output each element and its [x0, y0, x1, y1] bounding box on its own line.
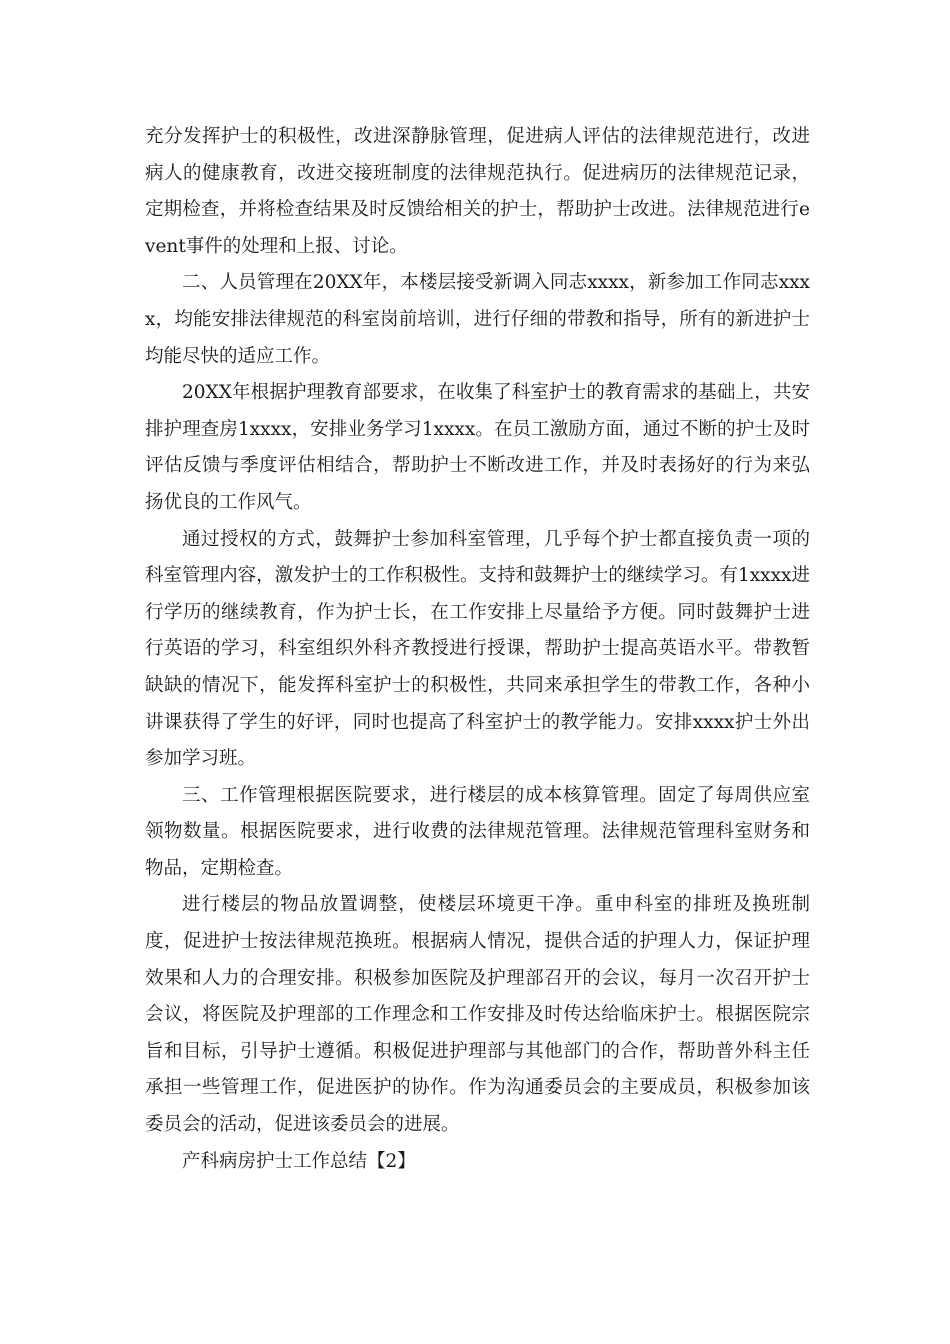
paragraph-floor-adjustment: 进行楼层的物品放置调整，使楼层环境更干净。重申科室的排班及换班制度，促进护士按法律规范换班。根据病人情况，提供合适的护理人力，保证护理效果和人力的合理安排。积极参加医院及护理部召开的会议，每月一次召开护士会议，将医院及护理部的工作理念和工作安排及时传达给临床护士。根据医院宗旨和目标，引导护士遵循。积极促进护理部与其他部门的合作，帮助普外科主任承担一些管理工作，促进医护的协作。作为沟通委员会的主要成员，积极参加该委员会的活动，促进该委员会的进展。: [145, 894, 810, 1136]
paragraph-continuation: 充分发挥护士的积极性，改进深静脉管理，促进病人评估的法律规范进行，改进病人的健康教育，改进交接班制度的法律规范执行。促进病历的法律规范记录，定期检查，并将检查结果及时反馈给相关的护士，帮助护士改进。法律规范进行event事件的处理和上报、讨论。: [145, 126, 810, 257]
document-body: [145, 119, 810, 1180]
paragraph-work-management: 三、工作管理根据医院要求，进行楼层的成本核算管理。固定了每周供应室领物数量。根据医院要求，进行收费的法律规范管理。法律规范管理科室财务和物品，定期检查。: [145, 784, 810, 879]
section-heading: 产科病房护士工作总结【2】: [182, 1150, 416, 1172]
paragraph-authorization: 通过授权的方式，鼓舞护士参加科室管理，几乎每个护士都直接负责一项的科室管理内容，激发护士的工作积极性。支持和鼓舞护士的继续学习。有1xxxx进行学历的继续教育，作为护士长，在工作安排上尽量给予方便。同时鼓舞护士进行英语的学习，科室组织外科齐教授进行授课，帮助护士提高英语水平。带教暂缺缺的情况下，能发挥科室护士的积极性，共同来承担学生的带教工作，各种小讲课获得了学生的好评，同时也提高了科室护士的教学能力。安排xxxx护士外出参加学习班。: [145, 528, 810, 770]
paragraph-personnel-management: 二、人员管理在20XX年，本楼层接受新调入同志xxxx，新参加工作同志xxxx，均能安排法律规范的科室岗前培训，进行仔细的带教和指导，所有的新进护士均能尽快的适应工作。: [145, 272, 810, 367]
paragraph-education: 20XX年根据护理教育部要求，在收集了科室护士的教育需求的基础上，共安排护理查房1xxxx，安排业务学习1xxxx。在员工激励方面，通过不断的护士及时评估反馈与季度评估相结合，帮助护士不断改进工作，并及时表扬好的行为来弘扬优良的工作风气。: [145, 382, 810, 513]
